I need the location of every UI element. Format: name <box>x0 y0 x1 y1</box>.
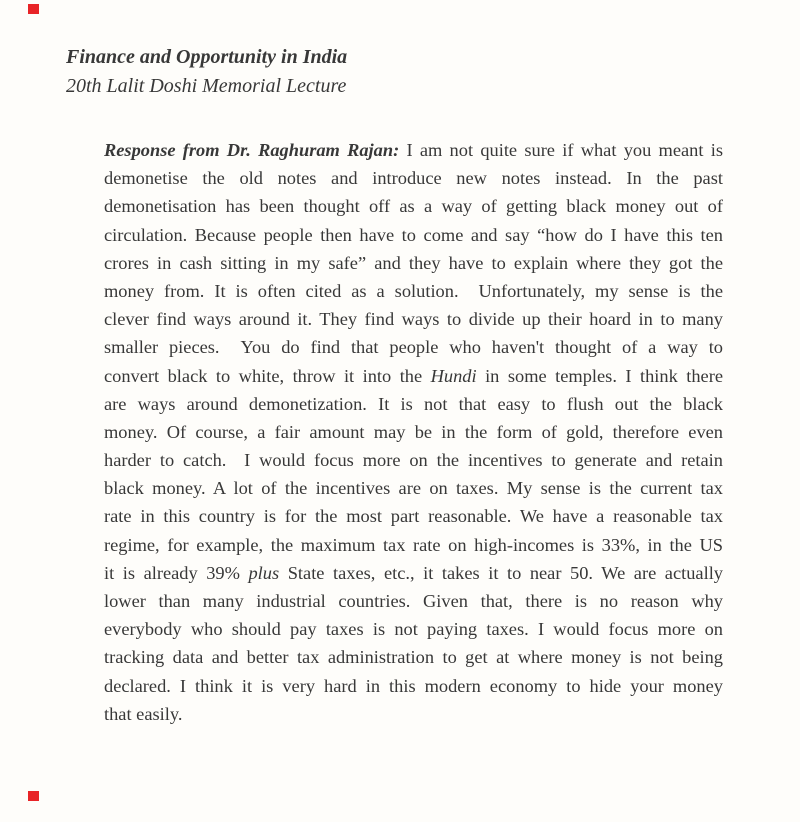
text-line <box>104 305 723 333</box>
speaker-label: Response from Dr. Raghuram Rajan: <box>104 140 400 160</box>
page-header <box>66 43 347 101</box>
text-line <box>104 390 723 418</box>
italic-term: plus <box>248 562 280 583</box>
text-line <box>104 672 723 700</box>
text-run: convert black to white, throw it into the <box>104 365 431 386</box>
text-line <box>104 474 723 502</box>
text-run: everybody who should pay taxes is not paying taxes. I would focus more on <box>104 619 723 640</box>
text-run: money from. It is often cited as a solution. Unfortunately, my sense is the <box>104 280 723 301</box>
text-line <box>104 502 723 530</box>
text-run: clever find ways around it. They find ways to divide up their hoard in to many <box>104 309 723 330</box>
text-run: money. Of course, a fair amount may be in the form of gold, therefore even <box>104 421 723 442</box>
lecture-title: Finance and Opportunity in India <box>66 46 348 68</box>
text-line <box>104 559 723 587</box>
text-line <box>104 587 723 615</box>
response-paragraph <box>104 136 723 728</box>
text-line <box>104 136 723 164</box>
text-line <box>104 277 723 305</box>
text-line <box>104 333 723 361</box>
text-line <box>104 643 723 671</box>
text-run: are ways around demonetization. It is not that easy to flush out the black <box>104 393 723 414</box>
text-run: regime, for example, the maximum tax rate on high-incomes is 33%, in the US <box>104 534 723 555</box>
text-line <box>104 221 723 249</box>
text-run: demonetisation has been thought off as a way of getting black money out of <box>104 196 723 217</box>
text-line <box>104 418 723 446</box>
text-run: in some temples. I think there <box>476 365 723 386</box>
text-run: circulation. Because people then have to come and say “how do I have this ten <box>104 224 723 245</box>
text-line <box>104 164 723 192</box>
text-run: rate in this country is for the most part reasonable. We have a reasonable tax <box>104 506 723 527</box>
text-line <box>104 249 723 277</box>
text-run: declared. I think it is very hard in this modern economy to hide your money <box>104 675 723 696</box>
text-line <box>104 700 723 728</box>
text-line <box>104 192 723 220</box>
text-run: that easily. <box>104 703 183 724</box>
italic-term: Hundi <box>430 365 477 386</box>
text-run: crores in cash sitting in my safe” and they have to explain where they got the <box>104 252 723 273</box>
text-run: harder to catch. I would focus more on the incentives to generate and retain <box>104 450 723 471</box>
text-run: State taxes, etc., it takes it to near 50. We are actually <box>279 562 723 583</box>
text-line <box>104 531 723 559</box>
text-run: tracking data and better tax administration to get at where money is not being <box>104 647 723 668</box>
text-run: I am not quite sure if what you meant is <box>399 140 723 160</box>
text-run: smaller pieces. You do find that people who haven't thought of a way to <box>104 337 723 358</box>
text-line <box>104 362 723 390</box>
text-run: it is already 39% <box>104 562 249 583</box>
lecture-subtitle: 20th Lalit Doshi Memorial Lecture <box>66 75 347 97</box>
text-line <box>104 615 723 643</box>
text-run: black money. A lot of the incentives are on taxes. My sense is the current tax <box>104 478 723 499</box>
red-square-marker-bottom <box>28 791 39 801</box>
red-square-marker-top <box>28 4 39 14</box>
text-run: demonetise the old notes and introduce new notes instead. In the past <box>104 168 723 189</box>
text-run: lower than many industrial countries. Given that, there is no reason why <box>104 591 723 611</box>
text-line <box>104 446 723 474</box>
